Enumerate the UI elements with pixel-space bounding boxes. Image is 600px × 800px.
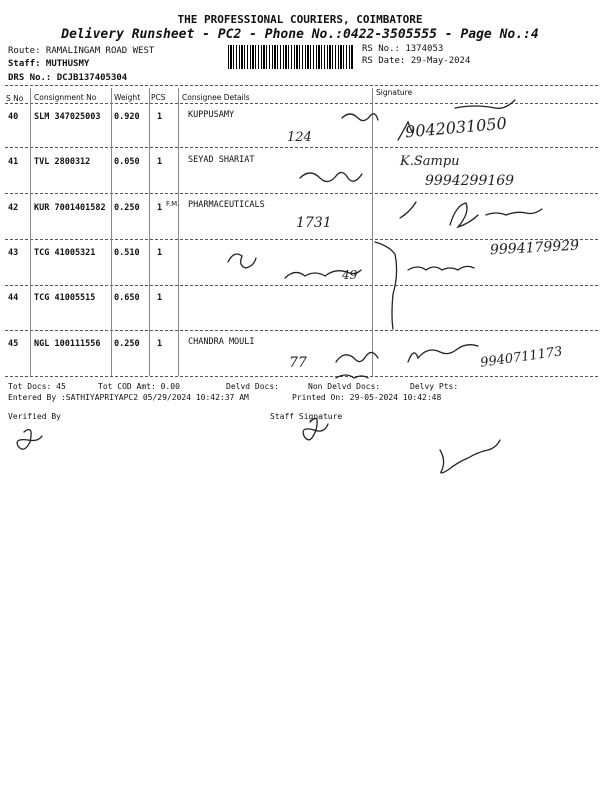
printed-on: Printed On: 29-05-2024 10:42:48 bbox=[292, 393, 442, 402]
verified-by-label: Verified By bbox=[8, 412, 61, 421]
total-cod-amount: Tot COD Amt: 0.00 bbox=[98, 382, 180, 391]
handwritten-phone-41: 9994299169 bbox=[425, 173, 515, 189]
drs-label: DRS No.: DCJB137405304 bbox=[8, 73, 128, 83]
total-docs: Tot Docs: 45 bbox=[8, 382, 66, 391]
table-row-consignment: SLM 347025003 bbox=[34, 112, 101, 122]
table-row-weight: 0.510 bbox=[114, 248, 140, 258]
col-header-consignment: Consignment No bbox=[34, 93, 97, 102]
runsheet-title: Delivery Runsheet - PC2 - Phone No.:0422-3505555 - Page No.:4 bbox=[61, 27, 539, 42]
table-row-pcs: 1 bbox=[157, 203, 163, 213]
entered-by: Entered By :SATHIYAPRIYAPC2 05/29/2024 10:42:37 AM bbox=[8, 393, 249, 402]
col-header-signature: Signature bbox=[376, 88, 413, 97]
table-row-consignee: SEYAD SHARIAT bbox=[188, 155, 255, 165]
handwritten-note-45: 77 bbox=[289, 355, 307, 371]
col-header-pcs: PCS bbox=[151, 93, 166, 102]
table-row-weight: 0.250 bbox=[114, 339, 140, 349]
table-row-pcs: 1 bbox=[157, 112, 163, 122]
table-row-pcs: 1 bbox=[157, 157, 163, 167]
table-row-pcs: 1 bbox=[157, 339, 163, 349]
table-row-weight: 0.920 bbox=[114, 112, 140, 122]
company-name: THE PROFESSIONAL COURIERS, COIMBATORE bbox=[177, 13, 423, 26]
table-row-weight: 0.050 bbox=[114, 157, 140, 167]
table-row-sno: 41 bbox=[8, 157, 19, 167]
table-row-pcs: 1 bbox=[157, 293, 163, 303]
staff-label: Staff: MUTHUSMY bbox=[8, 59, 90, 69]
non-delivered-docs: Non Delvd Docs: bbox=[308, 382, 381, 391]
table-row-consignment: TCG 41005515 bbox=[34, 293, 96, 303]
handwritten-phone-40: 9042031050 bbox=[404, 113, 508, 142]
table-row-sno: 44 bbox=[8, 293, 19, 303]
handwritten-prefix-42: F.M. bbox=[166, 200, 180, 208]
handwritten-note-40: 124 bbox=[287, 130, 312, 145]
handwritten-note-43: 49 bbox=[342, 268, 358, 282]
table-row-consignee: CHANDRA MOULI bbox=[188, 337, 255, 347]
table-row-consignee: PHARMACEUTICALS bbox=[188, 200, 265, 210]
table-row-consignment: KUR 7001401582 bbox=[34, 203, 106, 213]
table-row-consignment: TVL 2800312 bbox=[34, 157, 91, 167]
table-row-consignment: NGL 100111556 bbox=[34, 339, 101, 349]
table-row-weight: 0.650 bbox=[114, 293, 140, 303]
route-label: Route: RAMALINGAM ROAD WEST bbox=[8, 46, 155, 56]
handwritten-phone-43: 9994179929 bbox=[489, 237, 580, 259]
delivered-docs: Delvd Docs: bbox=[226, 382, 279, 391]
table-row-sno: 45 bbox=[8, 339, 19, 349]
handwritten-name-41: K.Sampu bbox=[400, 154, 460, 169]
col-header-consignee: Consignee Details bbox=[182, 93, 250, 102]
table-row-sno: 42 bbox=[8, 203, 19, 213]
staff-signature-label: Staff Signature bbox=[270, 412, 343, 421]
handwritten-note-42: 1731 bbox=[296, 215, 332, 231]
table-row-sno: 43 bbox=[8, 248, 19, 258]
table-row-pcs: 1 bbox=[157, 248, 163, 258]
table-row-sno: 40 bbox=[8, 112, 19, 122]
handwritten-phone-45: 9940711173 bbox=[479, 344, 564, 371]
col-header-weight: Weight bbox=[114, 93, 141, 102]
col-header-sno: S No bbox=[6, 94, 24, 103]
rs-number: RS No.: 1374053 bbox=[362, 44, 444, 54]
rs-date: RS Date: 29-May-2024 bbox=[362, 56, 471, 66]
delivery-points: Delvy Pts: bbox=[410, 382, 459, 391]
table-row-weight: 0.250 bbox=[114, 203, 140, 213]
table-row-consignee: KUPPUSAMY bbox=[188, 110, 235, 120]
table-row-consignment: TCG 41005321 bbox=[34, 248, 96, 258]
